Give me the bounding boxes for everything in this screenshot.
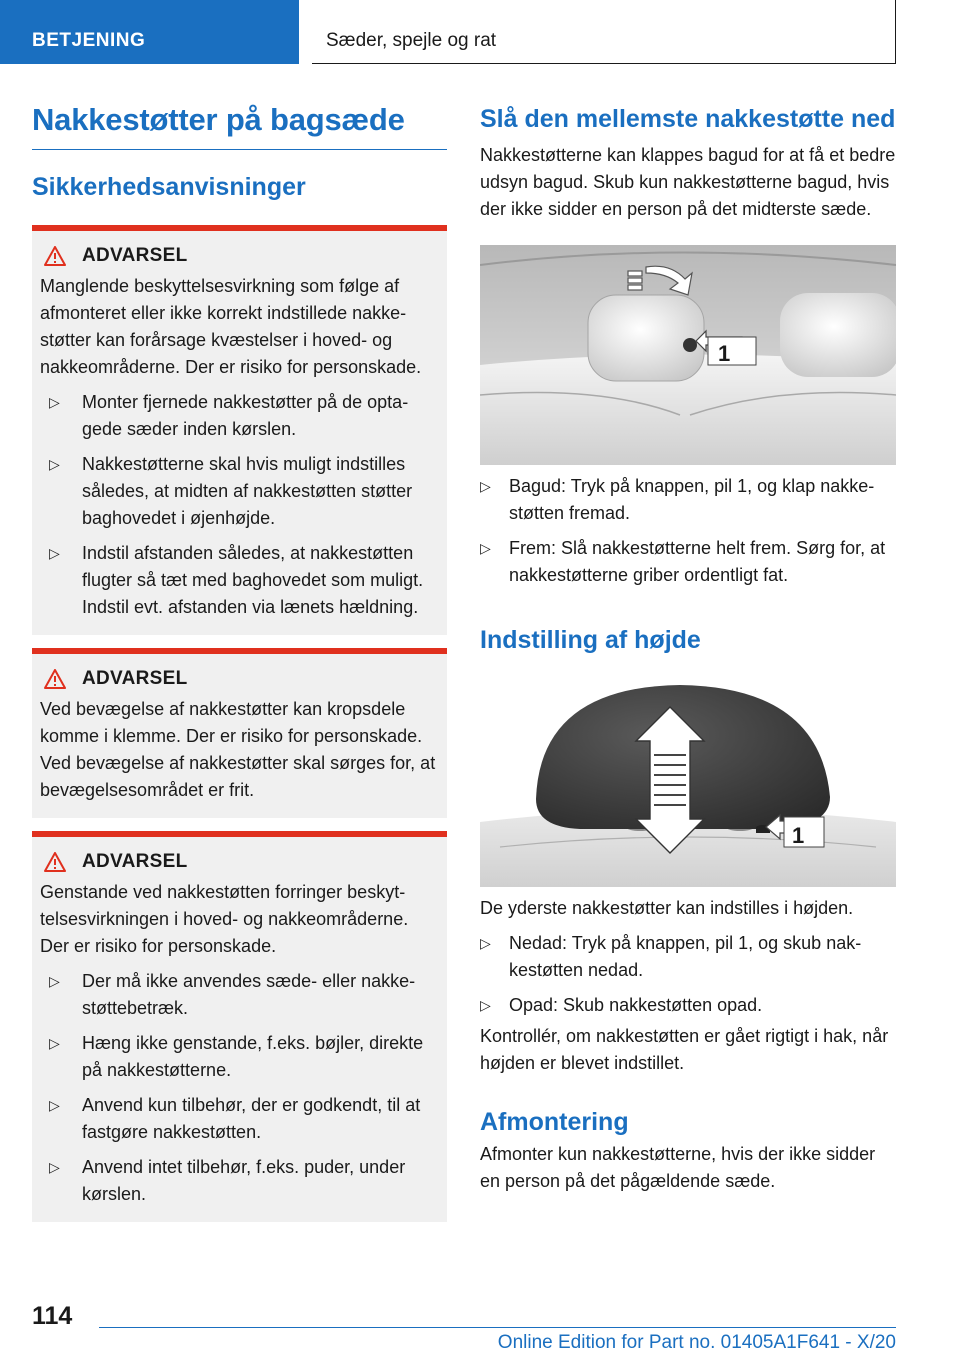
rear-seat-headrest-photo bbox=[480, 245, 896, 465]
warning-box-1 bbox=[32, 225, 447, 635]
list-item: ▷ Der må ikke anvendes sæde- eller nakkestøttebetræk. bbox=[40, 968, 437, 1022]
list-item: ▷ Monter fjernede nakkestøtter på de optagede sæder inden kørslen. bbox=[40, 389, 437, 443]
warning-triangle-icon bbox=[40, 667, 82, 691]
headrest-height-photo bbox=[480, 677, 896, 887]
list-item: ▷ Nedad: Tryk på knappen, pil 1, og skub nakkestøtten nedad. bbox=[480, 930, 896, 984]
removal-text: Afmonter kun nakkestøtterne, hvis der ikke sidder en person på det pågældende sæde. bbox=[480, 1144, 876, 1191]
left-column bbox=[32, 100, 447, 1222]
warning-header bbox=[40, 666, 437, 692]
fold-heading: Slå den mellemste nakkestøtte ned bbox=[480, 105, 896, 133]
warning-triangle-icon bbox=[40, 244, 82, 268]
triangle-right-icon: ▷ bbox=[49, 456, 60, 472]
list-item: ▷ Opad: Skub nakkestøtten opad. bbox=[480, 992, 896, 1019]
warning-title: ADVARSEL bbox=[82, 245, 188, 266]
footer-divider bbox=[99, 1327, 896, 1328]
page-title: Nakkestøtter på bagsæde bbox=[32, 100, 447, 150]
warning-text: Ved bevægelse af nakkestøtter kan kropsdele komme i klemme. Der er risiko for personskade. Ved bevægelse af nakkestøtter skal sørges for, at bevægelsesområdet er frit. bbox=[40, 699, 436, 800]
height-after-text: Kontrollér, om nakkestøtten er gået rigtigt i hak, når højden er blevet indstillet. bbox=[480, 1026, 889, 1073]
fold-bullets bbox=[480, 473, 896, 589]
photo-callout-1: 1 bbox=[792, 823, 805, 848]
warning-text: Genstande ved nakkestøtten forringer beskyttelsesvirkningen i hoved- og nakkeområderne. Der er risiko for personskade. bbox=[40, 882, 409, 956]
triangle-right-icon: ▷ bbox=[480, 935, 491, 951]
removal-heading: Afmontering bbox=[480, 1108, 629, 1136]
list-item: ▷ Hæng ikke genstande, f.eks. bøjler, direkte på nakkestøtterne. bbox=[40, 1030, 437, 1084]
section-tab: BETJENING bbox=[0, 0, 299, 64]
warning-title: ADVARSEL bbox=[82, 851, 188, 872]
warning-box-3 bbox=[32, 831, 447, 1222]
chapter-title: Sæder, spejle og rat bbox=[312, 0, 896, 64]
triangle-right-icon: ▷ bbox=[49, 1097, 60, 1113]
triangle-right-icon: ▷ bbox=[480, 540, 491, 556]
warning-box-2 bbox=[32, 648, 447, 818]
triangle-right-icon: ▷ bbox=[49, 973, 60, 989]
photo-callout-1: 1 bbox=[718, 341, 731, 366]
safety-heading: Sikkerhedsanvisninger bbox=[32, 173, 306, 201]
warning-header bbox=[40, 849, 437, 875]
footer-edition: Online Edition for Part no. 01405A1F641 - X/20 bbox=[497, 1332, 896, 1353]
list-item: ▷ Nakkestøtterne skal hvis muligt indstilles således, at midten af nakkestøtten støtter baghovedet i øjenhøjde. bbox=[40, 451, 437, 532]
triangle-right-icon: ▷ bbox=[480, 997, 491, 1013]
triangle-right-icon: ▷ bbox=[49, 394, 60, 410]
page-number: 114 bbox=[32, 1302, 73, 1330]
triangle-right-icon: ▷ bbox=[49, 1035, 60, 1051]
height-heading: Indstilling af højde bbox=[480, 626, 701, 654]
warning-bullets bbox=[40, 389, 437, 621]
triangle-right-icon: ▷ bbox=[480, 478, 491, 494]
triangle-right-icon: ▷ bbox=[49, 1159, 60, 1175]
warning-title: ADVARSEL bbox=[82, 668, 188, 689]
warning-bullets bbox=[40, 968, 437, 1208]
warning-text: Manglende beskyttelsesvirkning som følge af afmonteret eller ikke korrekt indstillede nakkestøtter kan forårsage kvæstelser i hoved- og nakkeområderne. Der er risiko for personskade. bbox=[40, 276, 422, 377]
warning-header bbox=[40, 243, 437, 269]
fold-text: Nakkestøtterne kan klappes bagud for at få et bedre udsyn bagud. Skub kun nakkestøtterne bagud, hvis der ikke sidder en person på det midterste sæde. bbox=[480, 145, 896, 219]
list-item: ▷ Anvend kun tilbehør, der er godkendt, til at fastgøre nakkestøtten. bbox=[40, 1092, 437, 1146]
list-item: ▷ Indstil afstanden således, at nakkestøtten flugter så tæt med baghovedet som muligt. Indstil evt. afstanden via lænets hældning. bbox=[40, 540, 437, 621]
height-bullets bbox=[480, 930, 896, 1019]
warning-triangle-icon bbox=[40, 850, 82, 874]
height-text: De yderste nakkestøtter kan indstilles i højden. bbox=[480, 898, 854, 918]
triangle-right-icon: ▷ bbox=[49, 545, 60, 561]
list-item: ▷ Anvend intet tilbehør, f.eks. puder, under kørslen. bbox=[40, 1154, 437, 1208]
list-item: ▷ Frem: Slå nakkestøtterne helt frem. Sørg for, at nakkestøtterne griber ordentligt fat. bbox=[480, 535, 896, 589]
list-item: ▷ Bagud: Tryk på knappen, pil 1, og klap nakkestøtten fremad. bbox=[480, 473, 896, 527]
right-column bbox=[480, 100, 896, 1195]
